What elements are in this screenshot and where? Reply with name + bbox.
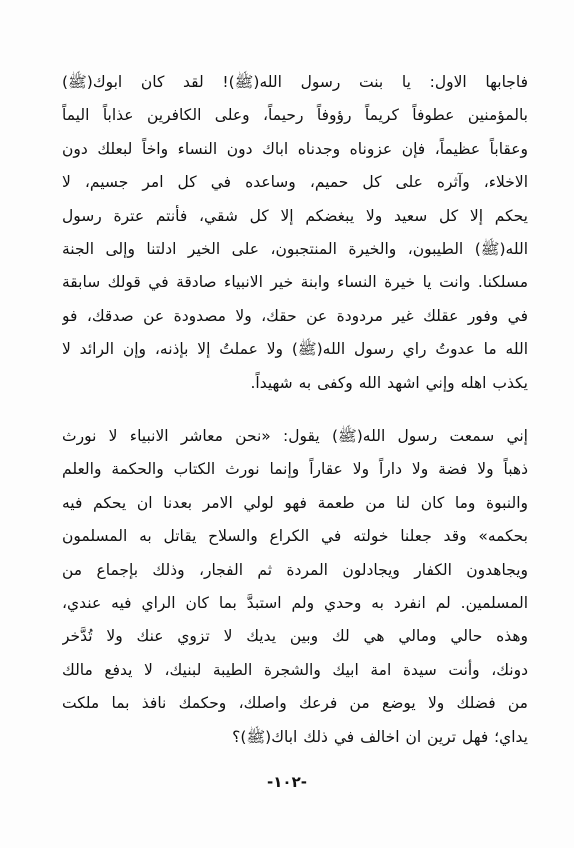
text-line: المسلمين. لم انفرد به وحدي ولم استبدَّ بما كان الراي فيه عندي، bbox=[62, 593, 528, 612]
text-line: الله ما عدوتُ راي رسول الله(ﷺ) ولا عملتُ إلا بإذنه، وإن الرائد لا bbox=[62, 340, 528, 359]
paragraph-1 bbox=[62, 66, 528, 400]
text-line: بحكمه» وقد جعلنا خولته في الكراع والسلاح يقاتل به المسلمون bbox=[62, 527, 528, 546]
text-line: فاجابها الاول: يا بنت رسول الله(ﷺ)! لقد كان ابوك(ﷺ) bbox=[62, 73, 528, 91]
text-line: إني سمعت رسول الله(ﷺ) يقول: «نحن معاشر الانبياء لا نورث bbox=[62, 427, 528, 445]
text-line: وهذه حالي ومالي هي لك وبين يديك لا تزوي عنك ولا تُدَّخر bbox=[62, 627, 528, 646]
text-line: دونك، وأنت سيدة امة ابيك والشجرة الطيبة لبنيك، لا يدفع مالك bbox=[62, 660, 528, 679]
text-line: ذهباً ولا فضة ولا داراً ولا عقاراً وإنما نورث الكتاب والحكمة والعلم bbox=[62, 460, 528, 479]
text-line: الاخلاء، وآثره على كل حميم، وساعده في كل امر جسيم، لا bbox=[62, 173, 528, 192]
page-number: -١٠٢- bbox=[267, 773, 307, 791]
text-line: الله(ﷺ) الطيبون، والخيرة المنتجبون، على الخير ادلتنا وإلى الجنة bbox=[62, 239, 528, 258]
text-line: يحكم إلا كل سعيد ولا يبغضكم إلا كل شقي، فأنتم عترة رسول bbox=[62, 206, 528, 225]
paragraph-2 bbox=[62, 420, 528, 754]
text-line: في وفور عقلك غير مردودة عن حقك، ولا مصدودة عن صدقك، فو bbox=[62, 306, 528, 325]
text-line: ويجاهدون الكفار ويجادلون المردة ثم الفجار، وذلك بإجماع من bbox=[62, 560, 528, 579]
text-line: مسلكنا. وانت يا خيرة النساء وابنة خير الانبياء صادقة في قولك سابقة bbox=[62, 273, 528, 292]
text-line: من فضلك ولا يوضع من فرعك واصلك، وحكمك نافذ بما ملكت bbox=[62, 694, 528, 713]
text-line: وعقاباً عظيماً، فإن عزوناه وجدناه اباك دون النساء واخاً لبعلك دون bbox=[62, 139, 528, 158]
text-line: بالمؤمنين عطوفاً كريماً رؤوفاً رحيماً، وعلى الكافرين عذاباً اليماً bbox=[62, 106, 528, 125]
text-line: والنبوة وما كان لنا من طعمة فهو لولي الامر بعدنا ان يحكم فيه bbox=[62, 493, 528, 512]
text-line: يداي؛ فهل ترين ان اخالف في ذلك اباك(ﷺ)؟ bbox=[232, 727, 528, 746]
text-line: يكذب اهله وإني اشهد الله وكفى به شهيداً. bbox=[250, 373, 528, 392]
